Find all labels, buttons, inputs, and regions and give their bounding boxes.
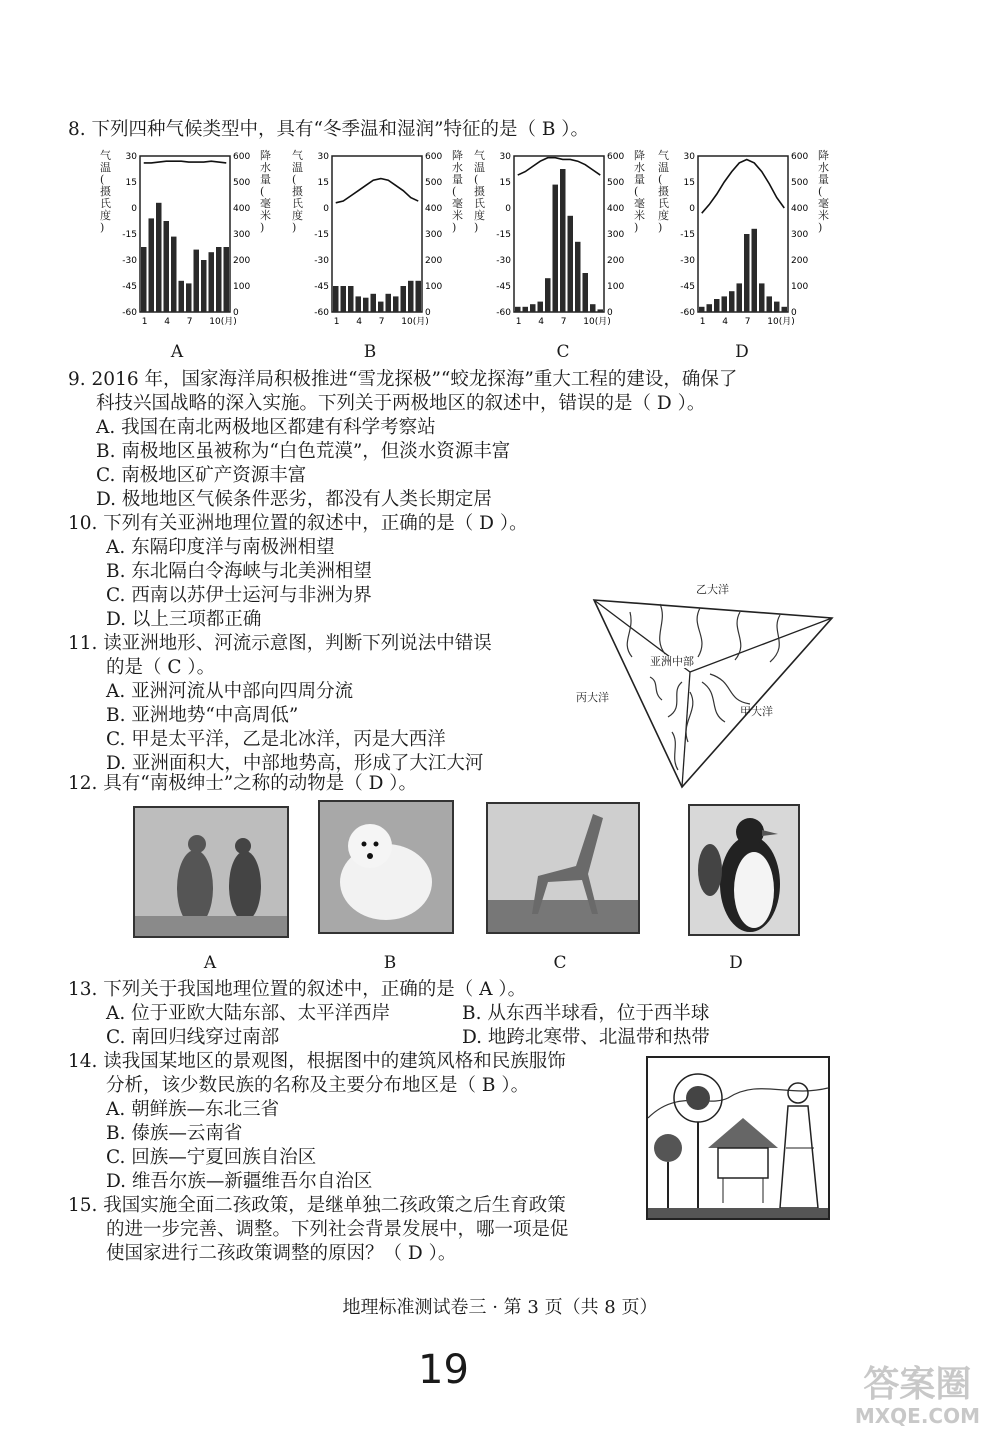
map-label-jia-ocean: 甲大洋 <box>740 705 773 718</box>
precip-bar <box>714 299 720 312</box>
precip-bar <box>583 273 589 312</box>
precip-bar <box>164 221 170 312</box>
q12-caption-a: A <box>203 953 217 973</box>
chart-temp-axis-label: 气 温 ( 摄 氏 度 ) <box>100 149 111 234</box>
month-tick-label: 10(月) <box>583 317 611 327</box>
temp-tick-label: -45 <box>496 282 511 292</box>
precip-tick-label: 300 <box>607 230 625 240</box>
month-tick-label: 4 <box>164 317 170 327</box>
month-tick-label: 4 <box>722 317 728 327</box>
precip-bar <box>538 302 544 312</box>
precip-tick-label: 200 <box>425 256 443 266</box>
precip-bar <box>216 247 222 312</box>
precip-bar <box>209 252 215 312</box>
precip-bar <box>401 286 407 312</box>
precip-bar <box>744 234 750 312</box>
precip-tick-label: 100 <box>607 282 625 292</box>
q9-option-a: A. 我国在南北两极地区都建有科学考察站 <box>96 417 436 438</box>
month-tick-label: 4 <box>538 317 544 327</box>
temp-tick-label: 30 <box>683 152 695 162</box>
q13-option-c: C. 南回归线穿过南部 <box>106 1027 280 1048</box>
month-tick-label: 10(月) <box>401 317 429 327</box>
precip-tick-label: 200 <box>791 256 809 266</box>
q12-stem: 12. 具有“南极绅士”之称的动物是（ D ）。 <box>68 773 418 794</box>
q8-caption-c: C <box>556 342 570 362</box>
temp-tick-label: -15 <box>314 230 329 240</box>
temp-tick-label: 0 <box>323 204 329 214</box>
climate-chart-d <box>658 149 829 330</box>
q10-option-c: C. 西南以苏伊士运河与非洲为界 <box>106 585 372 606</box>
watermark-logo <box>855 1365 980 1427</box>
temp-tick-label: 0 <box>689 204 695 214</box>
q13-option-b: B. 从东西半球看，位于西半球 <box>462 1003 710 1024</box>
month-tick-label: 1 <box>699 317 706 327</box>
precip-tick-label: 600 <box>425 152 443 162</box>
precip-tick-label: 600 <box>233 152 251 162</box>
temperature-line <box>336 179 419 203</box>
q9-option-b: B. 南极地区虽被称为“白色荒漠”，但淡水资源丰富 <box>96 441 511 462</box>
q11-stem-line2: 的是（ C ）。 <box>106 657 216 678</box>
q15-stem-line3: 使国家进行二孩政策调整的原因？（ D ）。 <box>106 1243 457 1264</box>
q9-stem-line1: 9. 2016 年，国家海洋局积极推进“雪龙探极”“蛟龙探海”重大工程的建设，确保了 <box>68 369 738 390</box>
temp-tick-label: -30 <box>314 256 329 266</box>
q9-stem-line2: 科技兴国战略的深入实施。下列关于两极地区的叙述中，错误的是（ D ）。 <box>96 393 706 414</box>
precip-bar <box>737 283 743 312</box>
map-label-yi-ocean: 乙大洋 <box>696 583 729 596</box>
polar-bear-photo <box>318 800 454 934</box>
month-tick-label: 1 <box>141 317 148 327</box>
q8-caption-b: B <box>363 342 377 362</box>
precip-tick-label: 0 <box>791 308 797 318</box>
chart-precip-axis-label: 降 水 量 ( 毫 米 ) <box>634 149 645 234</box>
month-tick-label: 7 <box>378 317 385 327</box>
precip-bar <box>767 296 773 312</box>
temp-tick-label: 0 <box>505 204 511 214</box>
precip-tick-label: 300 <box>233 230 251 240</box>
precip-tick-label: 0 <box>425 308 431 318</box>
precip-bar <box>722 296 728 312</box>
precip-tick-label: 500 <box>233 178 251 188</box>
precip-bar <box>333 286 339 312</box>
precip-tick-label: 200 <box>233 256 251 266</box>
precip-bar <box>752 229 758 312</box>
chart-temp-axis-label: 气 温 ( 摄 氏 度 ) <box>474 149 485 234</box>
precip-tick-label: 100 <box>425 282 443 292</box>
climate-chart-b <box>292 149 463 330</box>
precip-bar <box>530 304 536 312</box>
precip-tick-label: 200 <box>607 256 625 266</box>
q14-option-b: B. 傣族—云南省 <box>106 1123 243 1144</box>
precip-bar <box>363 298 369 312</box>
precip-tick-label: 100 <box>791 282 809 292</box>
precip-bar <box>186 283 192 312</box>
chart-temp-axis-label: 气 温 ( 摄 氏 度 ) <box>292 149 303 234</box>
precip-tick-label: 400 <box>233 204 251 214</box>
precip-bar <box>371 294 377 312</box>
climate-chart-a <box>100 149 271 330</box>
precip-bar <box>575 242 581 312</box>
q8-caption-a: A <box>170 342 184 362</box>
precip-bar <box>408 281 414 312</box>
page-footer: 地理标准测试卷三 · 第 3 页（共 8 页） <box>342 1297 658 1318</box>
q15-stem-line1: 15. 我国实施全面二孩政策，是继单独二孩政策之后生育政策 <box>68 1195 566 1216</box>
watermark-line2: MXQE.COM <box>854 1404 980 1428</box>
precip-tick-label: 300 <box>791 230 809 240</box>
penguin-photo <box>688 804 800 936</box>
q11-option-d: D. 亚洲面积大，中部地势高，形成了大江大河 <box>106 753 484 774</box>
q14-option-d: D. 维吾尔族—新疆维吾尔自治区 <box>106 1171 373 1192</box>
temp-tick-label: -30 <box>496 256 511 266</box>
month-tick-label: 4 <box>356 317 362 327</box>
precip-bar <box>568 216 574 312</box>
q8-stem: 8. 下列四种气候类型中，具有“冬季温和湿润”特征的是（ B ）。 <box>68 119 590 140</box>
temp-tick-label: -45 <box>314 282 329 292</box>
chart-temp-axis-label: 气 温 ( 摄 氏 度 ) <box>658 149 669 234</box>
temp-tick-label: -60 <box>680 308 695 318</box>
month-tick-label: 1 <box>333 317 340 327</box>
temp-tick-label: 30 <box>317 152 329 162</box>
precip-bar <box>729 291 735 312</box>
precip-bar <box>356 296 362 312</box>
precip-tick-label: 100 <box>233 282 251 292</box>
q10-stem: 10. 下列有关亚洲地理位置的叙述中，正确的是（ D ）。 <box>68 513 528 534</box>
month-tick-label: 7 <box>186 317 193 327</box>
q13-option-a: A. 位于亚欧大陆东部、太平洋西岸 <box>106 1003 391 1024</box>
month-tick-label: 10(月) <box>209 317 237 327</box>
temp-tick-label: -60 <box>314 308 329 318</box>
precip-tick-label: 500 <box>791 178 809 188</box>
temp-tick-label: -45 <box>680 282 695 292</box>
q11-stem-line1: 11. 读亚洲地形、河流示意图，判断下列说法中错误 <box>68 633 492 654</box>
temperature-line <box>518 158 601 175</box>
month-tick-label: 10(月) <box>767 317 795 327</box>
precip-bar <box>179 281 185 312</box>
precip-bar <box>598 309 604 312</box>
giraffe-photo <box>486 802 640 934</box>
temp-tick-label: 15 <box>125 178 137 188</box>
q9-option-d: D. 极地地区气候条件恶劣，都没有人类长期定居 <box>96 489 492 510</box>
precip-bar <box>194 250 200 312</box>
asia-map-diagram <box>576 582 840 792</box>
precip-tick-label: 300 <box>425 230 443 240</box>
temp-tick-label: 15 <box>683 178 695 188</box>
precip-bar <box>141 247 147 312</box>
temp-tick-label: -45 <box>122 282 137 292</box>
precip-bar <box>545 278 551 312</box>
temp-tick-label: -15 <box>496 230 511 240</box>
precip-bar <box>523 307 529 312</box>
q13-stem: 13. 下列关于我国地理位置的叙述中，正确的是（ A ）。 <box>68 979 527 1000</box>
chart-precip-axis-label: 降 水 量 ( 毫 米 ) <box>452 149 463 234</box>
q8-caption-d: D <box>735 342 749 362</box>
climate-chart-c <box>474 149 645 330</box>
q15-stem-line2: 的进一步完善、调整。下列社会背景发展中，哪一项是促 <box>106 1219 569 1240</box>
precip-bar <box>156 203 162 312</box>
precip-bar <box>348 286 354 312</box>
precip-bar <box>393 296 399 312</box>
precip-bar <box>341 286 347 312</box>
temp-tick-label: -30 <box>122 256 137 266</box>
q14-option-a: A. 朝鲜族—东北三省 <box>106 1099 280 1120</box>
q10-option-b: B. 东北隔白令海峡与北美洲相望 <box>106 561 372 582</box>
chart-precip-axis-label: 降 水 量 ( 毫 米 ) <box>818 149 829 234</box>
precip-bar <box>699 307 705 312</box>
precip-bar <box>774 302 780 312</box>
handwritten-page-number: 19 <box>418 1347 469 1393</box>
precip-bar <box>590 304 596 312</box>
q12-caption-b: B <box>383 953 397 973</box>
map-label-bing-ocean: 丙大洋 <box>576 691 609 704</box>
temp-tick-label: -60 <box>496 308 511 318</box>
precip-tick-label: 600 <box>791 152 809 162</box>
dai-landscape-illustration <box>646 1056 830 1220</box>
precip-bar <box>201 260 207 312</box>
precip-bar <box>386 294 392 312</box>
precip-bar <box>515 307 521 312</box>
temp-tick-label: -30 <box>680 256 695 266</box>
q13-option-d: D. 地跨北寒带、北温带和热带 <box>462 1027 710 1048</box>
q14-stem-line1: 14. 读我国某地区的景观图，根据图中的建筑风格和民族服饰 <box>68 1051 566 1072</box>
precip-bar <box>171 237 177 312</box>
chart-precip-axis-label: 降 水 量 ( 毫 米 ) <box>260 149 271 234</box>
precip-tick-label: 0 <box>233 308 239 318</box>
q10-option-a: A. 东隔印度洋与南极洲相望 <box>106 537 335 558</box>
precip-bar <box>707 304 713 312</box>
temp-tick-label: 30 <box>499 152 511 162</box>
q11-option-a: A. 亚洲河流从中部向四周分流 <box>106 681 354 702</box>
precip-bar <box>759 283 765 312</box>
temp-tick-label: 15 <box>499 178 511 188</box>
chart-frame <box>514 156 604 312</box>
temp-tick-label: -15 <box>122 230 137 240</box>
precip-tick-label: 500 <box>607 178 625 188</box>
precip-tick-label: 600 <box>607 152 625 162</box>
month-tick-label: 7 <box>744 317 751 327</box>
temperature-line <box>702 159 785 213</box>
precip-tick-label: 400 <box>791 204 809 214</box>
precip-tick-label: 500 <box>425 178 443 188</box>
q14-option-c: C. 回族—宁夏回族自治区 <box>106 1147 317 1168</box>
q14-stem-line2: 分析，该少数民族的名称及主要分布地区是（ B ）。 <box>106 1075 530 1096</box>
precip-tick-label: 400 <box>607 204 625 214</box>
precip-bar <box>416 281 422 312</box>
precip-bar <box>378 302 384 312</box>
precip-tick-label: 400 <box>425 204 443 214</box>
kangaroo-photo <box>133 806 289 938</box>
temp-tick-label: -60 <box>122 308 137 318</box>
q11-option-c: C. 甲是太平洋，乙是北冰洋，丙是大西洋 <box>106 729 446 750</box>
q9-option-c: C. 南极地区矿产资源丰富 <box>96 465 307 486</box>
temp-tick-label: 15 <box>317 178 329 188</box>
precip-bar <box>560 169 566 312</box>
q12-caption-c: C <box>553 953 567 973</box>
temp-tick-label: 0 <box>131 204 137 214</box>
q10-option-d: D. 以上三项都正确 <box>106 609 262 630</box>
precip-bar <box>782 307 788 312</box>
precip-bar <box>149 218 155 312</box>
watermark-line1: 答案圈 <box>863 1364 972 1405</box>
precip-bar <box>553 185 559 312</box>
month-tick-label: 7 <box>560 317 567 327</box>
q12-caption-d: D <box>729 953 743 973</box>
q11-option-b: B. 亚洲地势“中高周低” <box>106 705 299 726</box>
map-label-asia-center: 亚洲中部 <box>650 655 694 668</box>
chart-frame <box>698 156 788 312</box>
precip-tick-label: 0 <box>607 308 613 318</box>
month-tick-label: 1 <box>515 317 522 327</box>
temp-tick-label: -15 <box>680 230 695 240</box>
temperature-line <box>144 161 227 163</box>
precip-bar <box>224 247 230 312</box>
temp-tick-label: 30 <box>125 152 137 162</box>
